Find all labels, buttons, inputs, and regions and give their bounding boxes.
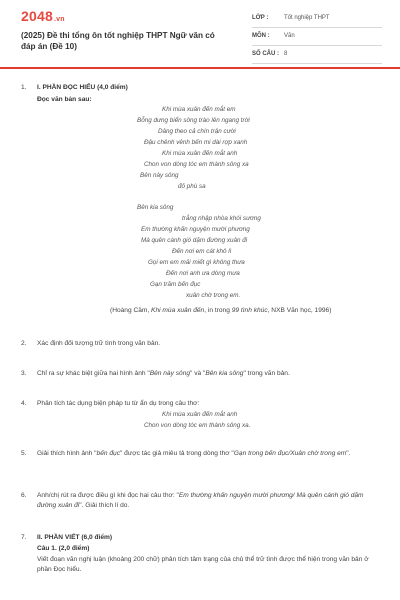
verse-line: Khi mùa xuân đến mắt anh [162, 411, 238, 418]
question-text: Phân tích tác dụng biện pháp tu từ ẩn dụ trong câu thơ: [37, 400, 200, 407]
poem-line: Gọi em em mải miết gì không thưa [148, 259, 245, 266]
question-text: Giải thích hình ảnh "bến đục" được tác giả miêu tả trong dòng thơ "Gạn trong bến đục/Xuân chờ trong em". [37, 450, 351, 457]
question-number: 1. [21, 84, 27, 91]
question-number: 6. [21, 492, 27, 499]
question-number: 5. [21, 450, 27, 457]
poem-line: Bên kia sông [137, 204, 174, 211]
poem-line: trắng nhập nhòa khói sương [182, 215, 261, 222]
meta-label: LỚP : [252, 15, 269, 21]
poem-line: Mà quên cánh gió dặm đường xuân đi [141, 237, 248, 244]
question-text: Chỉ ra sự khác biệt giữa hai hình ảnh "Bên này sông" và "Bên kia sông" trong văn bản. [37, 370, 290, 377]
page-header [0, 0, 400, 67]
meta-label: MÔN : [252, 33, 270, 39]
reading-instruction: Đọc văn bản sau: [37, 96, 92, 103]
meta-value: 8 [284, 51, 288, 57]
poem-line: Khi mùa xuân đến mắt anh [162, 150, 238, 157]
section-title: I. PHẦN ĐỌC HIỂU (4,0 điểm) [37, 84, 128, 91]
poem-line: xuân chờ trong em. [186, 292, 241, 299]
meta-row-count [252, 46, 382, 64]
question-text: Xác định đối tượng trữ tình trong văn bản. [37, 340, 161, 347]
meta-value: Tốt nghiệp THPT [284, 15, 330, 21]
section-title: II. PHẦN VIẾT (6,0 điểm) [37, 534, 113, 541]
site-logo[interactable]: 2048.vn [21, 8, 65, 24]
poem-line: đỏ phù sa [178, 183, 206, 190]
meta-label: SỐ CÂU : [252, 51, 279, 57]
poem-line: Gạn trăm bến đục [150, 281, 201, 288]
question-number: 3. [21, 370, 27, 377]
header-divider [0, 67, 400, 69]
poem-line: Bỗng dưng biển sông trào lên ngang trời [137, 117, 250, 124]
poem-line: Đến nơi em cát khô lì [172, 248, 232, 255]
meta-row-subject [252, 28, 382, 46]
meta-table [252, 10, 382, 64]
poem-line: Em thường khấn nguyện mười phương [141, 226, 250, 233]
question-number: 7. [21, 534, 27, 541]
writing-task: Viết đoạn văn nghị luận (khoảng 200 chữ) phân tích tâm trạng của chủ thể trữ tình được thể hiện trong văn bản ở phần Đọc hiểu. [37, 556, 369, 574]
meta-value: Văn [284, 33, 295, 39]
poem-line: Dâng theo cả chín trận cười [158, 128, 236, 135]
page-title: (2025) Đề thi tổng ôn tốt nghiệp THPT Ngữ văn có đáp án (Đề 10) [21, 31, 215, 51]
question-number: 2. [21, 340, 27, 347]
sub-question-title: Câu 1. (2,0 điểm) [37, 545, 90, 552]
question-text: Anh/chị rút ra được điều gì khi đọc hai câu thơ: "Em thường khấn nguyện mười phương/ Mà quên cánh gió dặm đường xuân đi". Giải thích lí do. [37, 492, 364, 510]
poem-source: (Hoàng Cầm, Khi mùa xuân đến, in trong 99 tình khúc, NXB Văn học, 1996) [110, 307, 332, 314]
poem-line: Bên này sông [140, 172, 179, 179]
poem-line: Khi mùa xuân đến mắt em [162, 106, 236, 113]
meta-row-class [252, 10, 382, 28]
question-number: 4. [21, 400, 27, 407]
poem-line: Đậu chênh vênh bến mi dài rợp xanh [144, 139, 248, 146]
poem-line: Đến nơi anh ưa dòng mưa [166, 270, 240, 277]
verse-line: Chon von dòng tóc em thành sông xa. [144, 422, 251, 429]
poem-line: Chon von dòng tóc em thành sông xa [144, 161, 249, 168]
